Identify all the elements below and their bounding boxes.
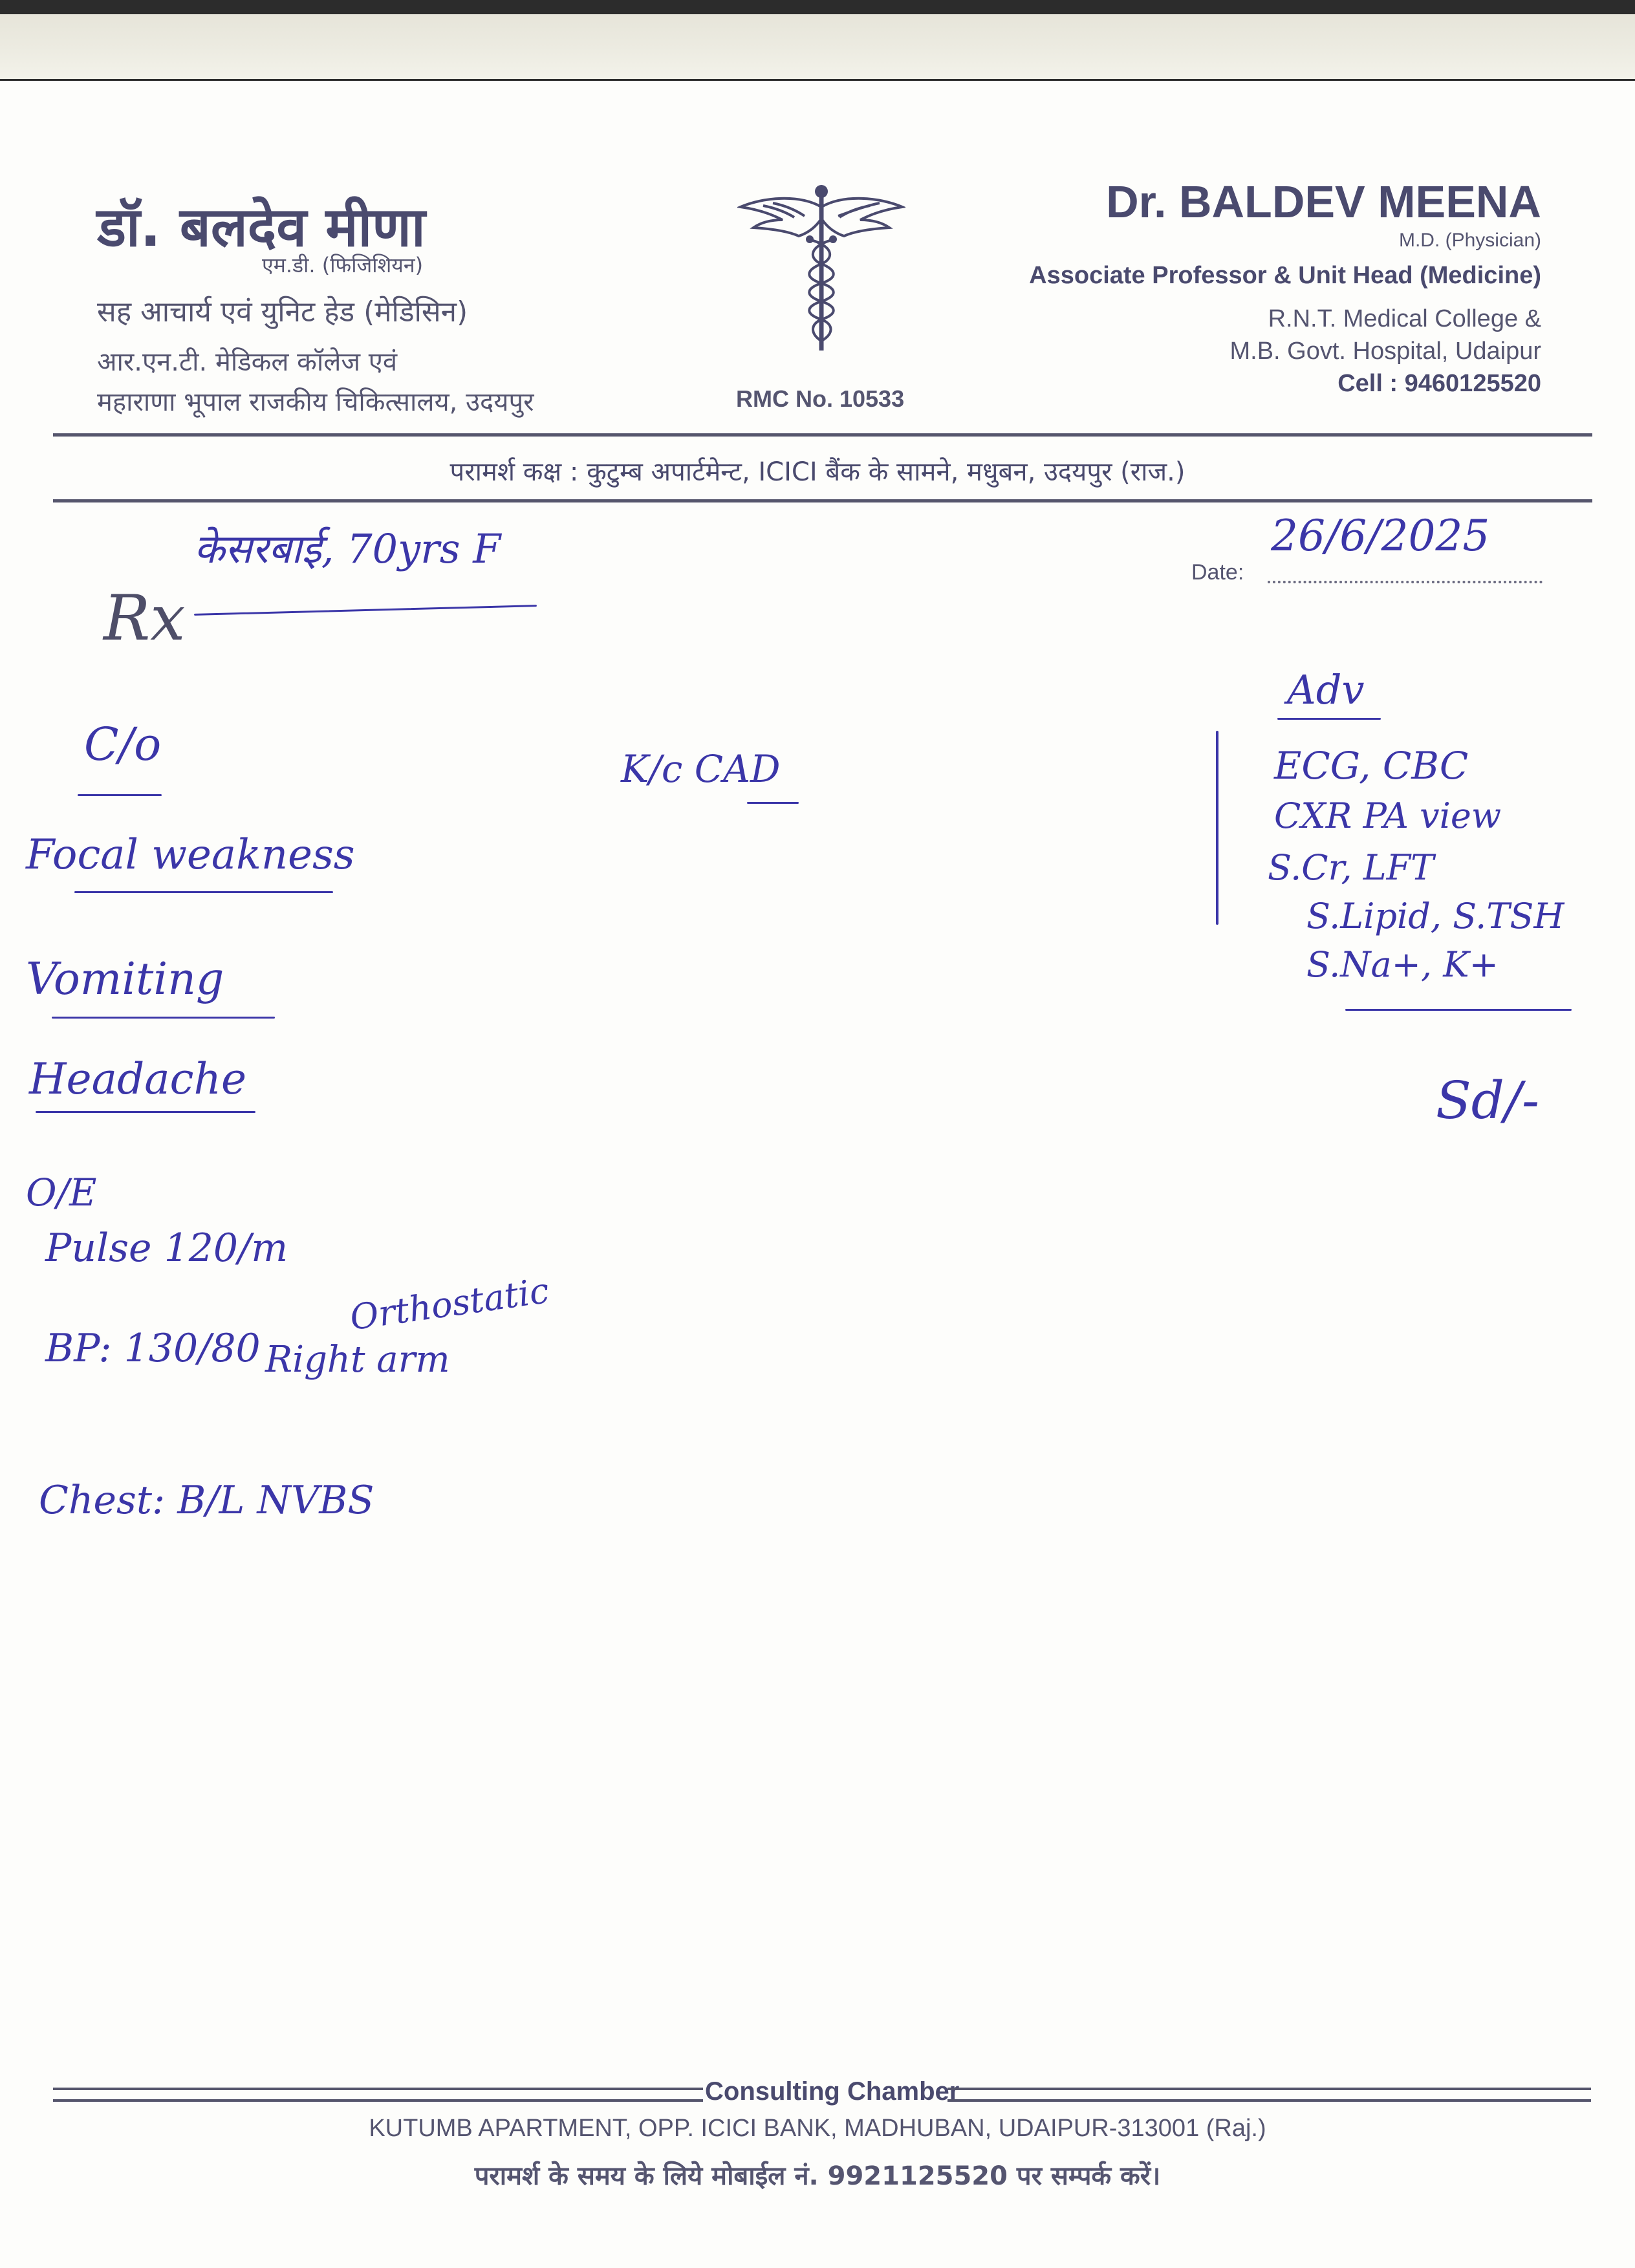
- complaint-underline: [36, 1111, 255, 1113]
- degree-english: M.D. (Physician): [1398, 230, 1541, 251]
- pulse-finding: Pulse 120/m: [45, 1226, 288, 1271]
- footer-title: Consulting Chamber: [705, 2077, 960, 2106]
- college-english-line2: M.B. Govt. Hospital, Udaipur: [1229, 338, 1541, 365]
- advice-item: S.Cr, LFT: [1268, 847, 1435, 888]
- header-rule-top: [53, 433, 1592, 437]
- known-case-note: K/c CAD: [621, 747, 781, 791]
- date-label: Date:: [1191, 560, 1244, 585]
- date-value: 26/6/2025: [1271, 511, 1490, 561]
- advice-underline: [1345, 1009, 1572, 1011]
- doctor-name-hindi: डॉ. बलदेव मीणा: [97, 195, 426, 259]
- advice-item: S.Na+, K+: [1306, 944, 1499, 985]
- doctor-name-english: Dr. BALDEV MEENA: [1106, 177, 1541, 227]
- complaint-item: Focal weakness: [26, 831, 355, 879]
- chest-finding: Chest: B/L NVBS: [39, 1478, 374, 1523]
- patient-name: केसरबाई, 70yrs F: [194, 525, 501, 572]
- patient-underline: [194, 605, 537, 616]
- advice-item: CXR PA view: [1274, 795, 1502, 836]
- footer-rule-right: [947, 2088, 1591, 2102]
- college-hindi-line1: आर.एन.टी. मेडिकल कॉलेज एवं: [97, 347, 398, 377]
- footer-rule-left: [53, 2088, 703, 2102]
- rmc-number: RMC No. 10533: [736, 385, 905, 412]
- complaints-heading-underline: [78, 794, 162, 796]
- header-rule-bottom: [53, 499, 1592, 502]
- doctor-signature: Sd/-: [1436, 1070, 1539, 1130]
- complaints-heading: C/o: [84, 718, 162, 771]
- footer-hindi-note: परामर्श के समय के लिये मोबाईल नं. 9921125520 पर सम्पर्क करें।: [474, 2161, 1161, 2191]
- bp-finding: BP: 130/80: [45, 1326, 261, 1371]
- date-dotted-line: [1268, 581, 1543, 583]
- bp-arm-note: Right arm: [265, 1339, 450, 1381]
- role-hindi: सह आचार्य एवं युनिट हेड (मेडिसिन): [97, 296, 468, 329]
- bp-orthostatic-note: Orthostatic: [347, 1269, 552, 1339]
- scan-edge: [0, 0, 1635, 14]
- college-english-line1: R.N.T. Medical College &: [1268, 305, 1541, 332]
- advice-bracket: [1216, 731, 1218, 925]
- caduceus-icon: [737, 181, 905, 356]
- college-hindi-line2: महाराणा भूपाल राजकीय चिकित्सालय, उदयपुर: [97, 387, 534, 417]
- advice-item: ECG, CBC: [1274, 744, 1469, 788]
- advice-heading-underline: [1277, 718, 1381, 720]
- complaint-item: Headache: [29, 1054, 247, 1104]
- role-english: Associate Professor & Unit Head (Medicine): [1029, 262, 1541, 289]
- exam-heading: O/E: [26, 1171, 97, 1215]
- rx-symbol: Rx: [103, 582, 186, 654]
- degree-hindi: एम.डी. (फिजिशियन): [262, 253, 424, 277]
- advice-heading: Adv: [1287, 666, 1365, 713]
- complaint-item: Vomiting: [26, 954, 224, 1005]
- complaint-underline: [74, 891, 333, 893]
- scan-top-strip: [0, 0, 1635, 81]
- known-case-underline: [747, 802, 799, 804]
- cell-number: Cell : 9460125520: [1337, 370, 1541, 397]
- chamber-address-hindi: परामर्श कक्ष : कुटुम्ब अपार्टमेन्ट, ICICI बैंक के सामने, मधुबन, उदयपुर (राज.): [449, 457, 1186, 487]
- complaint-underline: [52, 1017, 275, 1019]
- footer-address: KUTUMB APARTMENT, OPP. ICICI BANK, MADHUBAN, UDAIPUR-313001 (Raj.): [369, 2115, 1266, 2142]
- advice-item: S.Lipid, S.TSH: [1306, 896, 1565, 936]
